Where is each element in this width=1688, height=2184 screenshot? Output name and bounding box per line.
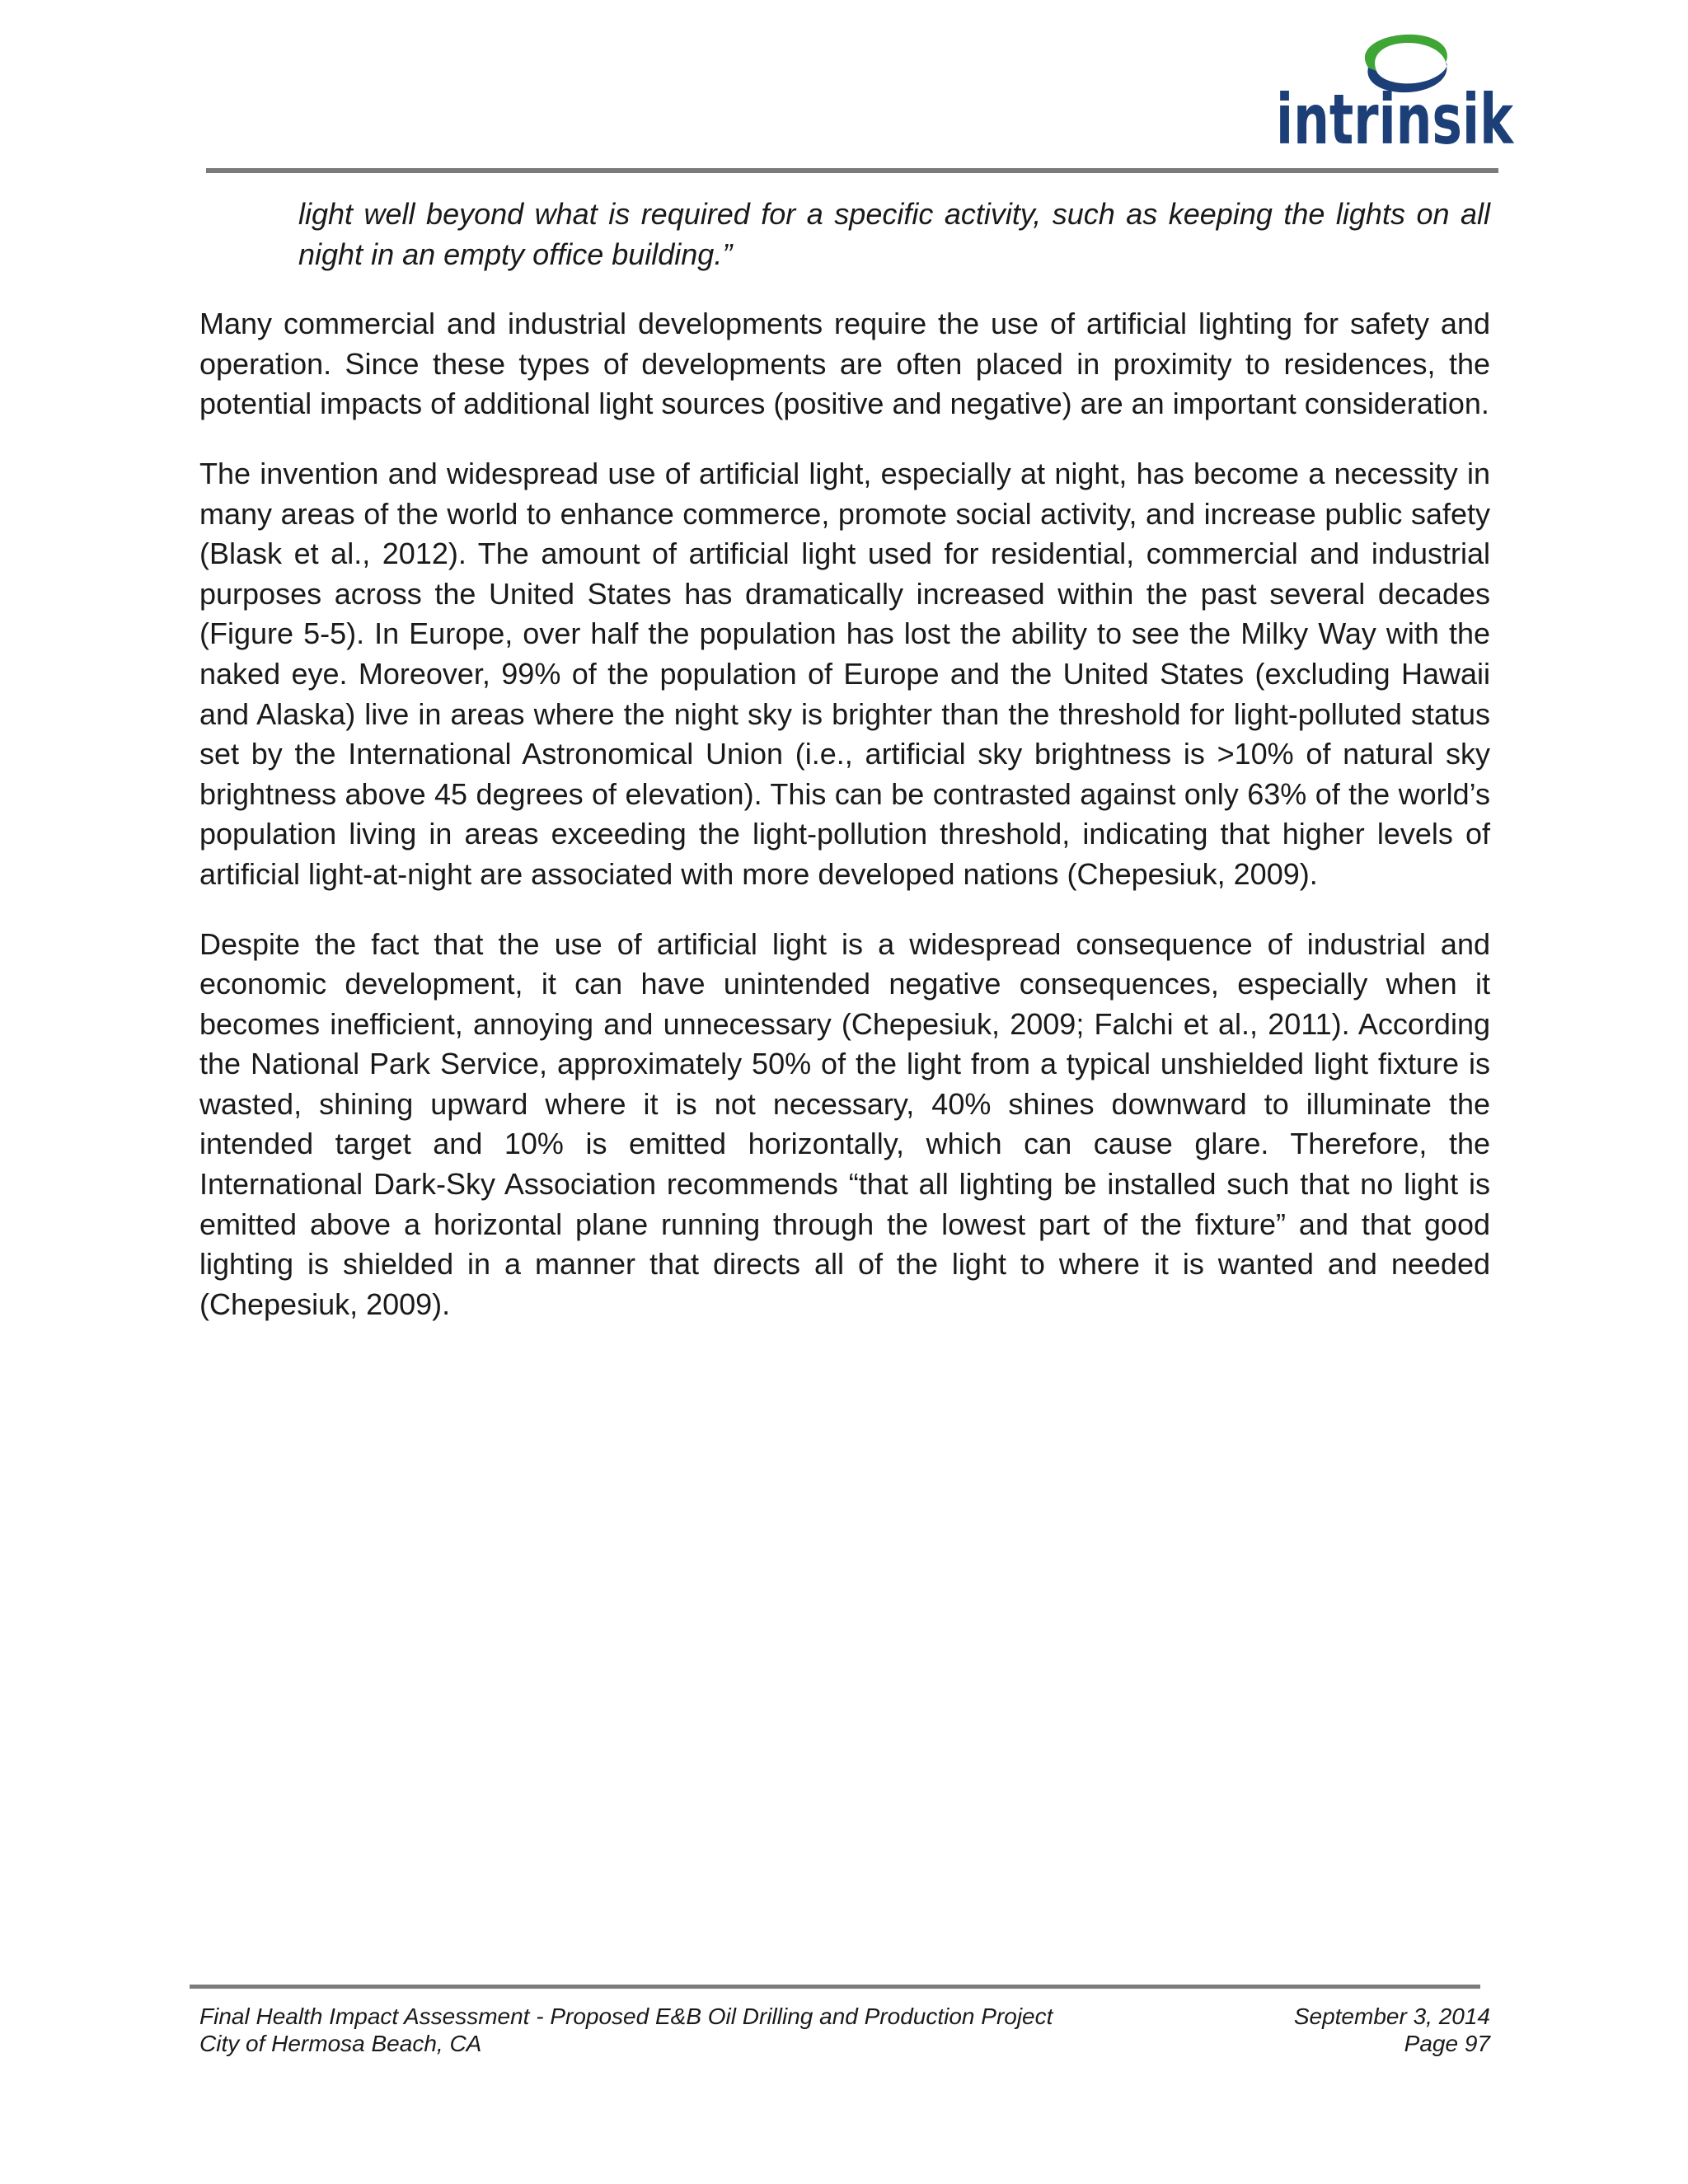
footer-location: City of Hermosa Beach, CA: [199, 2031, 482, 2056]
logo-graphic: [1276, 31, 1515, 160]
paragraph-2: The invention and widespread use of artificial light, especially at night, has become a necessity in many areas of the world to enhance commerce, promote social activity, and increase public safety (Blask et al., 2012). The amount of artificial light used for residential, commercial and industrial purposes across the United States has dramatically increased within the past several decades (Figure 5-5). In Europe, over half the population has lost the ability to see the Milky Way with the naked eye. Moreover, 99% of the population of Europe and the United States (excluding Hawaii and Alaska) live in areas where the night sky is brighter than the threshold for light-polluted status set by the International Astronomical Union (i.e., artificial sky brightness is >10% of natural sky brightness above 45 degrees of elevation). This can be contrasted against only 63% of the world’s population living in areas exceeding the light-pollution threshold, indicating that higher levels of artificial light-at-night are associated with more developed nations (Chepesiuk, 2009).: [199, 456, 1490, 891]
footer-row-2: [199, 2030, 1490, 2057]
footer-row-1: [199, 2003, 1490, 2030]
document-body: [199, 194, 1490, 1324]
block-quote: light well beyond what is required for a specific activity, such as keeping the lights on all night in an empty office building.”: [298, 197, 1490, 271]
paragraph-1: Many commercial and industrial developments require the use of artificial lighting for safety and operation. Since these types of developments are often placed in proximity to residences, the potential impacts of additional light sources (positive and negative) are an important consideration.: [199, 307, 1490, 421]
paragraph-3: Despite the fact that the use of artificial light is a widespread consequence of industrial and economic development, it can have unintended negative consequences, especially when it becomes inefficient, annoying and unnecessary (Chepesiuk, 2009; Falchi et al., 2011). According the National Park Service, approximately 50% of the light from a typical unshielded light fixture is wasted, shining upward where it is not necessary, 40% shines downward to illuminate the intended target and 10% is emitted horizontally, which can cause glare. Therefore, the International Dark-Sky Association recommends “that all lighting be installed such that no light is emitted above a horizontal plane running through the lowest part of the fixture” and that good lighting is shielded in a manner that directs all of the light to where it is wanted and needed (Chepesiuk, 2009).: [199, 926, 1490, 1321]
footer-date: September 3, 2014: [1293, 2004, 1490, 2029]
header-rule: [206, 168, 1498, 173]
logo-text: intrinsik: [1276, 79, 1515, 160]
logo-swoosh-green: [1365, 35, 1447, 71]
footer-page-number: Page 97: [1404, 2031, 1490, 2056]
footer-title: Final Health Impact Assessment - Proposed E&B Oil Drilling and Production Project: [199, 2004, 1053, 2029]
page-footer: [199, 2003, 1490, 2057]
footer-rule: [190, 1985, 1480, 1989]
intrinsik-logo: [1276, 31, 1515, 160]
